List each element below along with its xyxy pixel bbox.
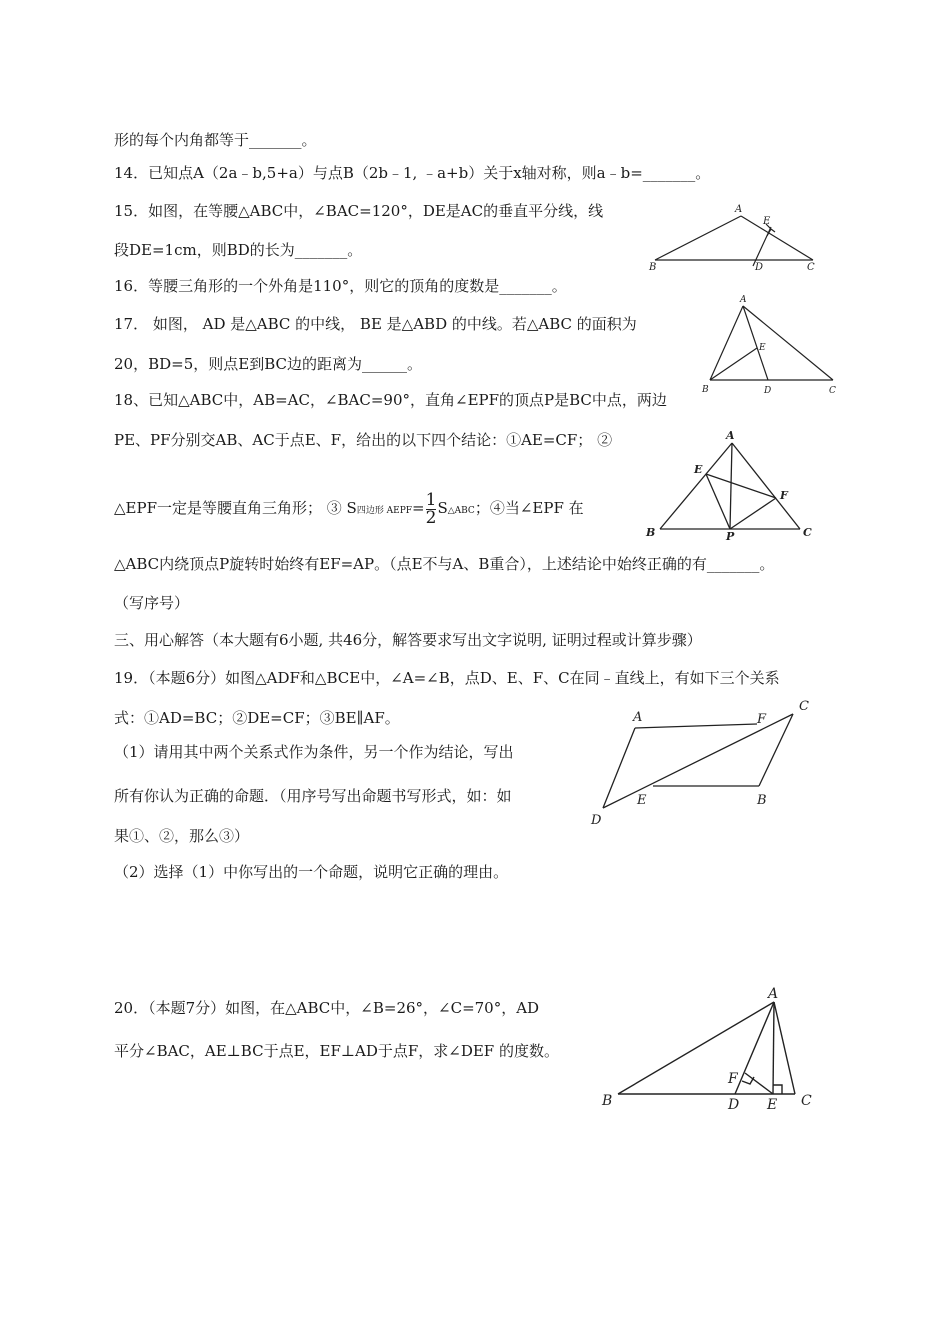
figure-q17 [698, 292, 848, 400]
q19-line2: 式：①AD=BC；②DE=CF；③BE∥AF。 [114, 709, 400, 727]
q18-line1: 18、已知△ABC中，AB=AC，∠BAC=90°，直角∠EPF的顶点P是BC中点，两边 [114, 391, 667, 409]
segment-pf [730, 498, 776, 529]
segment-ae [773, 1002, 774, 1094]
label-a: A [768, 986, 779, 1002]
label-f: F [780, 489, 788, 502]
segment-af [635, 724, 757, 728]
q17-line2: 20，BD=5，则点E到BC边的距离为______。 [114, 355, 422, 373]
q18-line2: PE、PF分别交AB、AC于点E、F，给出的以下四个结论：①AE=CF； ② [114, 431, 613, 449]
label-b: B [646, 526, 656, 539]
segment-ac [774, 1002, 795, 1094]
label-c: C [829, 386, 836, 396]
segment-ap [730, 443, 732, 529]
q18-line4: △ABC内绕顶点P旋转时始终有EF=AP。（点E不与A、B重合），上述结论中始终正确的有_______。 [114, 555, 775, 573]
q19-line3: （1）请用其中两个关系式作为条件，另一个作为结论，写出 [114, 743, 514, 761]
label-b: B [649, 262, 657, 273]
q15-line2: 段DE=1cm，则BD的长为_______。 [114, 241, 363, 259]
segment-ac [741, 216, 813, 260]
label-c: C [807, 262, 815, 273]
label-f: F [757, 712, 767, 727]
quad-subscript: 四边形 AEPF [356, 506, 413, 516]
q16: 16．等腰三角形的一个外角是110°，则它的顶角的度数是_______。 [114, 277, 567, 295]
segment-ab [660, 443, 732, 529]
label-a: A [633, 710, 643, 725]
q18-conclusion-text-2: ；④当∠EPF 在 [474, 499, 584, 517]
label-p: P [726, 530, 735, 543]
label-b: B [602, 1093, 613, 1109]
segment-ac [743, 306, 833, 380]
label-e: E [759, 343, 766, 353]
fraction-denominator: 2 [425, 507, 437, 528]
label-a: A [740, 295, 747, 305]
label-e: E [694, 463, 703, 476]
q15-line1: 15．如图，在等腰△ABC中，∠BAC=120°，DE是AC的垂直平分线，线 [114, 202, 604, 220]
label-d: D [755, 262, 764, 273]
segment-ba [655, 216, 741, 260]
label-c: C [799, 699, 809, 714]
label-d: D [591, 813, 602, 828]
one-half-fraction [425, 489, 437, 528]
section-3-heading: 三、用心解答（本大题有6小题, 共46分，解答要求写出文字说明, 证明过程或计算步骤） [114, 631, 702, 649]
q17-line1: 17． 如图， AD 是△ABC 的中线， BE 是△ABD 的中线。若△ABC 的面积为 [114, 315, 637, 333]
label-c: C [803, 526, 812, 539]
fraction-numerator: 1 [425, 489, 437, 510]
triangle-subscript: △ABC [447, 506, 475, 516]
q19-line5: 果①、②，那么③） [114, 827, 250, 845]
q20-line2: 平分∠BAC，AE⊥BC于点E，EF⊥AD于点F，求∠DEF 的度数。 [114, 1042, 559, 1060]
q19-line1: 19．（本题6分）如图△ADF和△BCE中，∠A=∠B，点D、E、F、C在同﹣直线上，有如下三个关系 [114, 669, 780, 687]
label-e: E [763, 216, 771, 227]
q18-conclusion-text: △EPF一定是等腰直角三角形； ③ S [114, 499, 357, 517]
q13-tail: 形的每个内角都等于_______。 [114, 131, 317, 149]
segment-ad [603, 728, 635, 808]
label-f: F [728, 1071, 738, 1087]
q19-line6: （2）选择（1）中你写出的一个命题，说明它正确的理由。 [114, 863, 509, 881]
label-e: E [767, 1097, 778, 1112]
figure-q20 [598, 982, 823, 1112]
label-b: B [757, 793, 767, 808]
q19-line4: 所有你认为正确的命题．（用序号写出命题书写形式，如：如 [114, 787, 512, 805]
label-d: D [728, 1097, 740, 1112]
label-d: D [764, 386, 772, 396]
figure-q15 [645, 200, 825, 275]
area-symbol: S [437, 499, 448, 517]
segment-ba [618, 1002, 774, 1094]
q18-line3 [114, 490, 584, 529]
figure-q18 [640, 428, 825, 543]
figure-q19 [585, 696, 825, 831]
right-angle-mark-e [773, 1085, 782, 1094]
label-b: B [702, 385, 709, 395]
q14: 14．已知点A（2a﹣b,5+a）与点B（2b﹣1, ﹣a+b）关于x轴对称，则a﹣b=_______。 [114, 164, 711, 182]
equals-sign: = [412, 499, 425, 517]
q18-line5: （写序号） [114, 594, 190, 612]
segment-pe [706, 474, 730, 529]
label-a: A [726, 429, 735, 442]
label-a: A [735, 204, 743, 215]
label-e: E [637, 793, 647, 808]
q20-line1: 20．（本题7分）如图，在△ABC中，∠B=26°，∠C=70°，AD [114, 999, 540, 1017]
label-c: C [801, 1093, 812, 1109]
